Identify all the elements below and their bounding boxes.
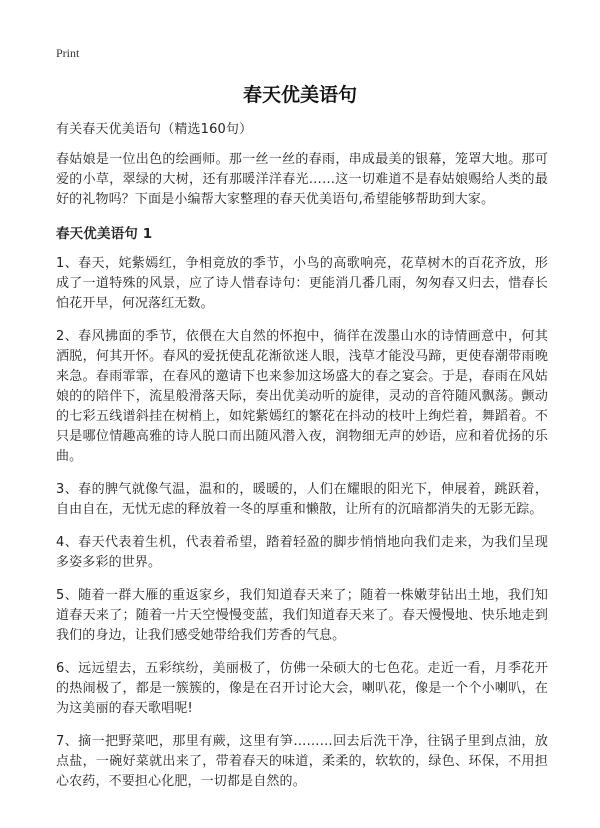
article-body [56, 120, 548, 805]
print-link[interactable]: Print [56, 46, 80, 60]
list-item: 4、春天代表着生机，代表着希望，踏着轻盈的脚步悄悄地向我们走来，为我们呈现多姿多彩的世界。 [56, 535, 548, 570]
page-title: 春天优美语句 [242, 84, 357, 106]
article-subtitle: 有关春天优美语句（精选160句） [56, 122, 253, 137]
section-heading: 春天优美语句 1 [56, 226, 153, 242]
list-item: 7、摘一把野菜吧，那里有蕨，这里有笋………回去后洗干净，往锅子里到点油，放点盐，一碗好菜就出来了，带着春天的味道，柔柔的，软软的，绿色、环保，不用担心农药，不要担心化肥，一切都是自然的。 [56, 734, 548, 789]
list-item: 5、随着一群大雁的重返家乡，我们知道春天来了；随着一株嫩芽钻出土地，我们知道春天来了；随着一片天空慢慢变蓝，我们知道春天来了。春天慢慢地、快乐地走到我们的身边，让我们感受她带给我们芳香的气息。 [56, 588, 548, 643]
list-item: 6、远远望去，五彩缤纷，美丽极了，仿佛一朵硕大的七色花。走近一看，月季花开的热闹极了，都是一簇簇的，像是在召开讨论大会，喇叭花，像是一个个小喇叭，在为这美丽的春天歌唱呢! [56, 661, 548, 716]
list-item: 1、春天，姹紫嫣红，争相竟放的季节，小鸟的高歌响亮，花草树木的百花齐放，形成了一道特殊的风景，应了诗人惜春诗句：更能消几番几雨，匆匆春又归去，惜春长怕花开早，何况落红无数。 [56, 256, 548, 311]
list-item: 2、春风拂面的季节，依偎在大自然的怀抱中，徜徉在泼墨山水的诗情画意中，何其洒脱，何其开怀。春风的爱抚使乱花渐欲迷人眼，浅草才能没马蹄，更使春潮带雨晚来急。春雨霏霏，在春风的邀请下也来参加这场盛大的春之宴会。于是，春雨在风姑娘的的陪伴下，流星般滑落天际，奏出优美动听的旋律，灵动的音符随风飘荡。颤动的七彩五线谱斜挂在树梢上，如姹紫嫣红的繁花在抖动的枝叶上绚烂着，舞蹈着。不只是哪位情趣高雅的诗人脱口而出随风潜入夜，润物细无声的妙语，应和着优扬的乐曲。 [56, 329, 548, 464]
intro-paragraph: 春姑娘是一位出色的绘画师。那一丝一丝的春雨，串成最美的银幕，笼罩大地。那可爱的小草，翠绿的大树，还有那暖洋洋春光……这一切难道不是春姑娘赐给人类的最好的礼物吗？下面是小编帮大家整理的春天优美语句,希望能够帮助到大家。 [56, 152, 548, 207]
list-item: 3、春的脾气就像气温，温和的，暖暖的，人们在耀眼的阳光下，伸展着，跳跃着，自由自在，无忧无虑的释放着一冬的厚重和懒散，让所有的沉暗都消失的无影无踪。 [56, 482, 548, 517]
